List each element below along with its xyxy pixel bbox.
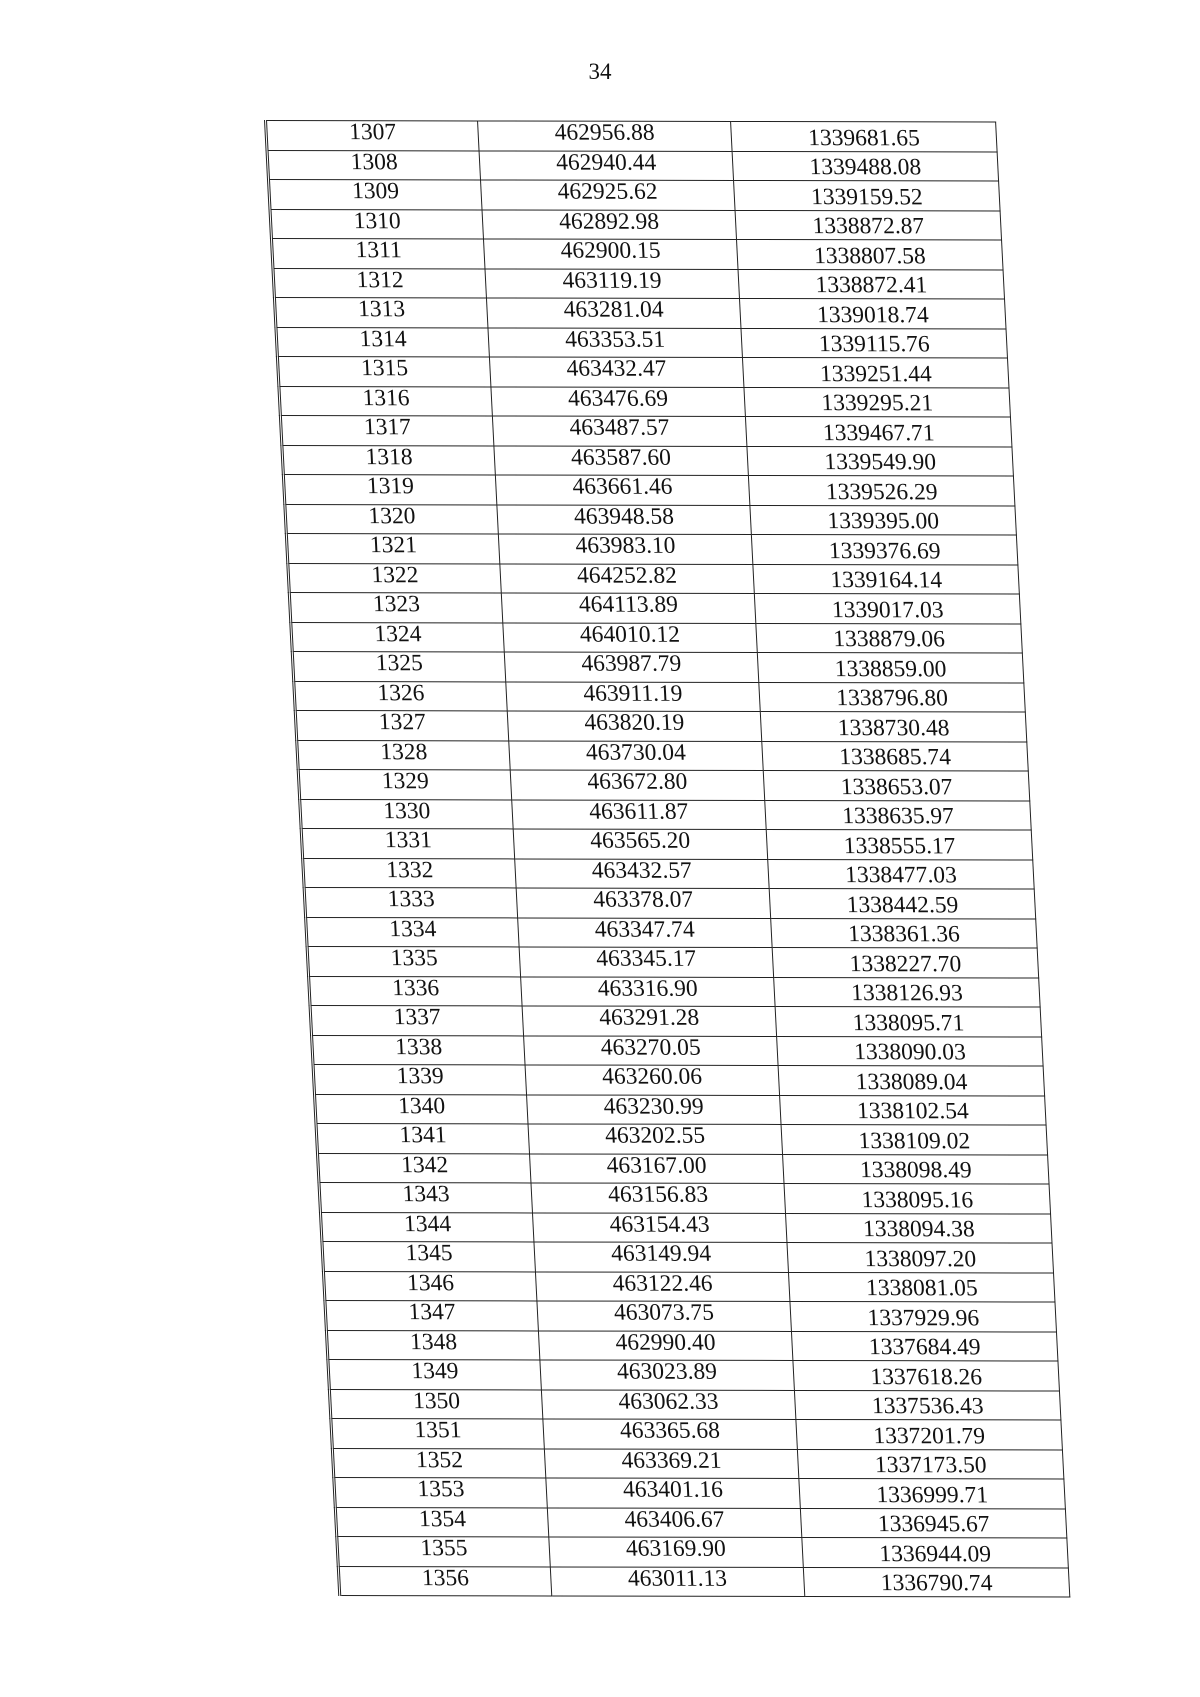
point-number-cell: 1352 xyxy=(332,1448,546,1478)
x-coordinate-cell: 463587.60 xyxy=(494,445,749,475)
x-coordinate-cell: 464252.82 xyxy=(500,563,755,593)
point-number-cell: 1351 xyxy=(331,1419,545,1449)
x-coordinate-cell: 463156.83 xyxy=(531,1183,786,1213)
point-number-cell: 1312 xyxy=(273,268,487,298)
x-coordinate-cell: 463073.75 xyxy=(537,1301,792,1331)
x-coordinate-cell: 463316.90 xyxy=(521,976,776,1006)
y-coordinate-cell: 1338109.02 xyxy=(781,1124,1048,1154)
x-coordinate-cell: 463169.90 xyxy=(549,1537,804,1567)
x-coordinate-cell: 463432.47 xyxy=(489,357,744,387)
point-number-cell: 1343 xyxy=(319,1183,533,1213)
y-coordinate-cell: 1338081.05 xyxy=(788,1272,1055,1302)
point-number-cell: 1322 xyxy=(288,563,502,593)
y-coordinate-cell: 1338807.58 xyxy=(737,239,1004,269)
x-coordinate-cell: 463661.46 xyxy=(495,475,750,505)
table-row xyxy=(307,947,1039,978)
table-row xyxy=(292,652,1024,683)
y-coordinate-cell: 1338635.97 xyxy=(765,800,1032,830)
table-row xyxy=(277,357,1009,388)
x-coordinate-cell: 463260.06 xyxy=(525,1065,780,1095)
table-row xyxy=(337,1537,1069,1568)
point-number-cell: 1320 xyxy=(285,504,499,534)
table-row xyxy=(300,799,1032,830)
y-coordinate-cell: 1336945.67 xyxy=(800,1508,1067,1538)
point-number-cell: 1326 xyxy=(294,681,508,711)
y-coordinate-cell: 1338796.80 xyxy=(759,682,1026,712)
point-number-cell: 1327 xyxy=(295,711,509,741)
y-coordinate-cell: 1337201.79 xyxy=(796,1419,1063,1449)
x-coordinate-cell: 463154.43 xyxy=(532,1212,787,1242)
point-number-cell: 1338 xyxy=(312,1035,526,1065)
table-row xyxy=(317,1153,1049,1184)
point-number-cell: 1321 xyxy=(286,534,500,564)
y-coordinate-cell: 1338227.70 xyxy=(772,947,1039,977)
table-row xyxy=(323,1271,1055,1302)
table-row xyxy=(313,1065,1045,1096)
table-row xyxy=(304,888,1036,919)
x-coordinate-cell: 463983.10 xyxy=(498,534,753,564)
x-coordinate-cell: 463432.57 xyxy=(515,858,770,888)
y-coordinate-cell: 1337536.43 xyxy=(794,1390,1061,1420)
x-coordinate-cell: 463406.67 xyxy=(547,1507,802,1537)
y-coordinate-cell: 1338685.74 xyxy=(762,741,1029,771)
table-row xyxy=(331,1419,1063,1450)
x-coordinate-cell: 463230.99 xyxy=(527,1094,782,1124)
point-number-cell: 1350 xyxy=(329,1389,543,1419)
y-coordinate-cell: 1338089.04 xyxy=(778,1065,1045,1095)
y-coordinate-cell: 1338872.41 xyxy=(738,269,1005,299)
y-coordinate-cell: 1338361.36 xyxy=(771,918,1038,948)
point-number-cell: 1347 xyxy=(325,1301,539,1331)
table-row xyxy=(328,1360,1060,1391)
y-coordinate-cell: 1336999.71 xyxy=(799,1478,1066,1508)
y-coordinate-cell: 1337173.50 xyxy=(797,1449,1064,1479)
y-coordinate-cell: 1339018.74 xyxy=(739,298,1006,328)
point-number-cell: 1330 xyxy=(300,799,514,829)
table-row xyxy=(329,1389,1061,1420)
x-coordinate-cell: 463347.74 xyxy=(518,917,773,947)
y-coordinate-cell: 1338879.06 xyxy=(756,623,1023,653)
table-row xyxy=(310,1006,1042,1037)
y-coordinate-cell: 1337929.96 xyxy=(790,1301,1057,1331)
table-row xyxy=(309,976,1041,1007)
point-number-cell: 1353 xyxy=(334,1478,548,1508)
x-coordinate-cell: 463062.33 xyxy=(541,1389,796,1419)
table-row xyxy=(301,829,1033,860)
x-coordinate-cell: 463011.13 xyxy=(550,1566,805,1596)
y-coordinate-cell: 1338095.16 xyxy=(784,1183,1051,1213)
point-number-cell: 1346 xyxy=(323,1271,537,1301)
coordinates-table xyxy=(264,120,1070,1598)
x-coordinate-cell: 462956.88 xyxy=(478,121,733,151)
point-number-cell: 1310 xyxy=(270,209,484,239)
y-coordinate-cell: 1339115.76 xyxy=(741,328,1008,358)
y-coordinate-cell: 1339017.03 xyxy=(754,593,1021,623)
point-number-cell: 1323 xyxy=(289,593,503,623)
y-coordinate-cell: 1338097.20 xyxy=(787,1242,1054,1272)
y-coordinate-cell: 1338442.59 xyxy=(769,888,1036,918)
point-number-cell: 1332 xyxy=(303,858,517,888)
x-coordinate-cell: 462925.62 xyxy=(481,180,736,210)
point-number-cell: 1328 xyxy=(297,740,511,770)
point-number-cell: 1342 xyxy=(317,1153,531,1183)
y-coordinate-cell: 1338477.03 xyxy=(768,859,1035,889)
table-row xyxy=(268,180,1000,211)
x-coordinate-cell: 463730.04 xyxy=(509,740,764,770)
x-coordinate-cell: 463365.68 xyxy=(543,1419,798,1449)
point-number-cell: 1316 xyxy=(279,386,493,416)
x-coordinate-cell: 463149.94 xyxy=(534,1242,789,1272)
y-coordinate-cell: 1338102.54 xyxy=(780,1095,1047,1125)
table-row xyxy=(279,386,1011,417)
x-coordinate-cell: 463611.87 xyxy=(512,799,767,829)
table-row xyxy=(320,1212,1052,1243)
point-number-cell: 1331 xyxy=(301,829,515,859)
x-coordinate-cell: 463270.05 xyxy=(524,1035,779,1065)
y-coordinate-cell: 1339526.29 xyxy=(748,475,1015,505)
y-coordinate-cell: 1338653.07 xyxy=(763,770,1030,800)
y-coordinate-cell: 1338872.87 xyxy=(735,210,1002,240)
point-number-cell: 1317 xyxy=(280,416,494,446)
x-coordinate-cell: 463911.19 xyxy=(506,681,761,711)
table-row xyxy=(338,1566,1070,1597)
y-coordinate-cell: 1336944.09 xyxy=(802,1537,1069,1567)
y-coordinate-cell: 1338859.00 xyxy=(757,652,1024,682)
table-row xyxy=(283,475,1015,506)
x-coordinate-cell: 463281.04 xyxy=(486,298,741,328)
table-row xyxy=(267,150,999,181)
point-number-cell: 1325 xyxy=(292,652,506,682)
x-coordinate-cell: 463167.00 xyxy=(529,1153,784,1183)
x-coordinate-cell: 463987.79 xyxy=(504,652,759,682)
table-row xyxy=(289,593,1021,624)
point-number-cell: 1334 xyxy=(306,917,520,947)
point-number-cell: 1344 xyxy=(320,1212,534,1242)
y-coordinate-cell: 1339251.44 xyxy=(742,357,1009,387)
table-row xyxy=(273,268,1005,299)
page-number: 34 xyxy=(588,59,612,84)
y-coordinate-cell: 1339159.52 xyxy=(734,180,1001,210)
table-row xyxy=(306,917,1038,948)
table-row xyxy=(315,1094,1047,1125)
table-row xyxy=(297,740,1029,771)
point-number-cell: 1313 xyxy=(274,298,488,328)
point-number-cell: 1339 xyxy=(313,1065,527,1095)
point-number-cell: 1315 xyxy=(277,357,491,387)
table-row xyxy=(335,1507,1067,1538)
table-row xyxy=(286,534,1018,565)
x-coordinate-cell: 463820.19 xyxy=(507,711,762,741)
x-coordinate-cell: 463369.21 xyxy=(544,1448,799,1478)
y-coordinate-cell: 1339488.08 xyxy=(732,151,999,181)
table-row xyxy=(280,416,1012,447)
point-number-cell: 1318 xyxy=(282,445,496,475)
y-coordinate-cell: 1339376.69 xyxy=(751,534,1018,564)
table-row xyxy=(295,711,1027,742)
point-number-cell: 1336 xyxy=(309,976,523,1006)
x-coordinate-cell: 463353.51 xyxy=(488,327,743,357)
y-coordinate-cell: 1338090.03 xyxy=(777,1036,1044,1066)
table-row xyxy=(312,1035,1044,1066)
table-row xyxy=(298,770,1030,801)
point-number-cell: 1329 xyxy=(298,770,512,800)
x-coordinate-cell: 463122.46 xyxy=(535,1271,790,1301)
x-coordinate-cell: 463023.89 xyxy=(540,1360,795,1390)
point-number-cell: 1324 xyxy=(291,622,505,652)
y-coordinate-cell: 1339395.00 xyxy=(750,505,1017,535)
table-row xyxy=(294,681,1026,712)
x-coordinate-cell: 462990.40 xyxy=(538,1330,793,1360)
x-coordinate-cell: 463948.58 xyxy=(497,504,752,534)
table-row xyxy=(319,1183,1051,1214)
x-coordinate-cell: 463291.28 xyxy=(522,1006,777,1036)
x-coordinate-cell: 463476.69 xyxy=(491,386,746,416)
table-row xyxy=(322,1242,1054,1273)
x-coordinate-cell: 463672.80 xyxy=(510,770,765,800)
point-number-cell: 1348 xyxy=(326,1330,540,1360)
point-number-cell: 1345 xyxy=(322,1242,536,1272)
table-row xyxy=(326,1330,1058,1361)
table-row xyxy=(271,239,1003,270)
point-number-cell: 1335 xyxy=(307,947,521,977)
table-row xyxy=(285,504,1017,535)
y-coordinate-cell: 1339295.21 xyxy=(744,387,1011,417)
table-row xyxy=(282,445,1014,476)
y-coordinate-cell: 1338126.93 xyxy=(774,977,1041,1007)
y-coordinate-cell: 1337618.26 xyxy=(793,1360,1060,1390)
y-coordinate-cell: 1339164.14 xyxy=(753,564,1020,594)
point-number-cell: 1314 xyxy=(276,327,490,357)
point-number-cell: 1309 xyxy=(268,180,482,210)
table-row xyxy=(332,1448,1064,1479)
table-row xyxy=(266,121,998,152)
y-coordinate-cell: 1339549.90 xyxy=(747,446,1014,476)
point-number-cell: 1319 xyxy=(283,475,497,505)
x-coordinate-cell: 463378.07 xyxy=(516,888,771,918)
x-coordinate-cell: 463345.17 xyxy=(519,947,774,977)
table-row xyxy=(303,858,1035,889)
y-coordinate-cell: 1339467.71 xyxy=(745,416,1012,446)
table-row xyxy=(316,1124,1048,1155)
table-row xyxy=(288,563,1020,594)
y-coordinate-cell: 1338094.38 xyxy=(785,1213,1052,1243)
point-number-cell: 1333 xyxy=(304,888,518,918)
table-row xyxy=(334,1478,1066,1509)
table-row xyxy=(276,327,1008,358)
coordinates-table-body xyxy=(266,121,1070,1598)
table-row xyxy=(325,1301,1057,1332)
x-coordinate-cell: 462940.44 xyxy=(479,150,734,180)
point-number-cell: 1308 xyxy=(267,150,481,180)
point-number-cell: 1354 xyxy=(335,1507,549,1537)
point-number-cell: 1307 xyxy=(266,121,480,151)
point-number-cell: 1340 xyxy=(315,1094,529,1124)
x-coordinate-cell: 463119.19 xyxy=(485,268,740,298)
point-number-cell: 1341 xyxy=(316,1124,530,1154)
coordinates-table-wrap xyxy=(264,120,1070,1598)
y-coordinate-cell: 1338555.17 xyxy=(766,829,1033,859)
y-coordinate-cell: 1336790.74 xyxy=(803,1567,1070,1597)
y-coordinate-cell: 1337684.49 xyxy=(791,1331,1058,1361)
x-coordinate-cell: 463487.57 xyxy=(492,416,747,446)
x-coordinate-cell: 464113.89 xyxy=(501,593,756,623)
table-row xyxy=(291,622,1023,653)
y-coordinate-cell: 1339681.65 xyxy=(731,121,998,151)
x-coordinate-cell: 463565.20 xyxy=(513,829,768,859)
x-coordinate-cell: 462892.98 xyxy=(482,209,737,239)
x-coordinate-cell: 462900.15 xyxy=(483,239,738,269)
y-coordinate-cell: 1338098.49 xyxy=(783,1154,1050,1184)
table-row xyxy=(270,209,1002,240)
table-row xyxy=(274,298,1006,329)
point-number-cell: 1349 xyxy=(328,1360,542,1390)
y-coordinate-cell: 1338730.48 xyxy=(760,711,1027,741)
point-number-cell: 1311 xyxy=(271,239,485,269)
point-number-cell: 1355 xyxy=(337,1537,551,1567)
x-coordinate-cell: 463202.55 xyxy=(528,1124,783,1154)
y-coordinate-cell: 1338095.71 xyxy=(775,1006,1042,1036)
point-number-cell: 1337 xyxy=(310,1006,524,1036)
point-number-cell: 1356 xyxy=(338,1566,552,1596)
x-coordinate-cell: 463401.16 xyxy=(546,1478,801,1508)
x-coordinate-cell: 464010.12 xyxy=(503,622,758,652)
